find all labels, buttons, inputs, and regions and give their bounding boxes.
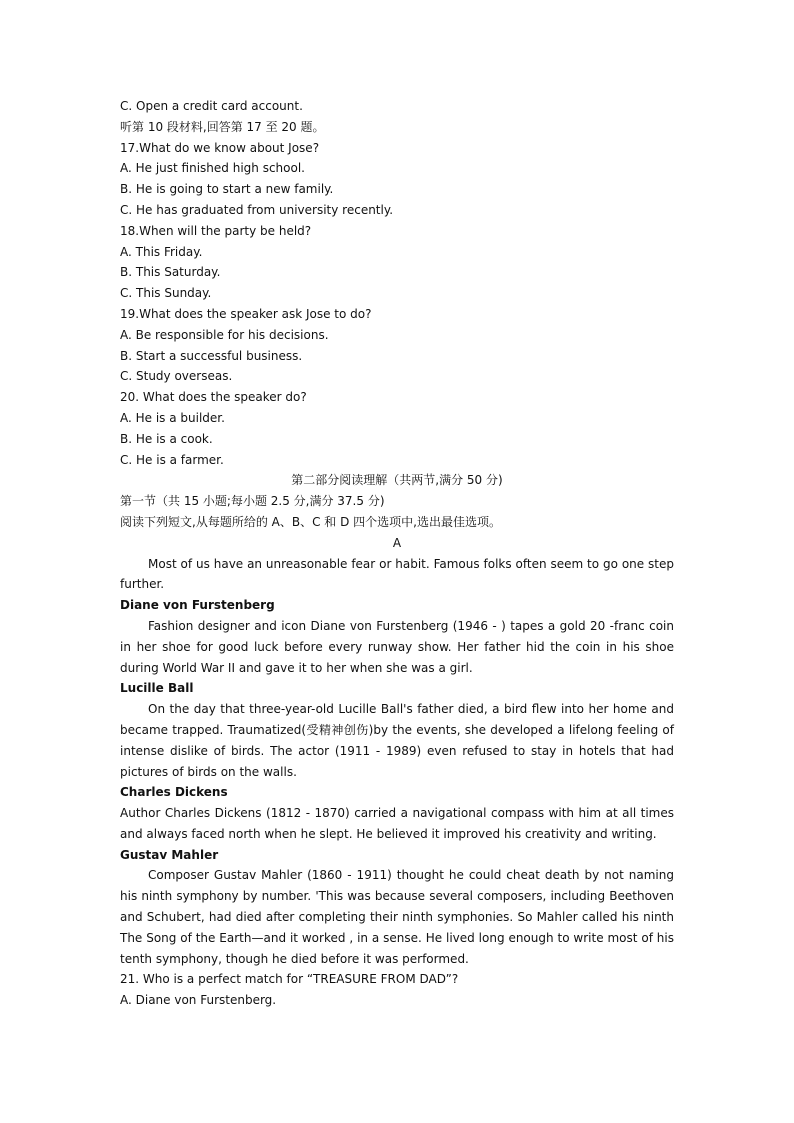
option-19b: B. Start a successful business.: [120, 348, 303, 363]
passage-label: A: [392, 535, 402, 550]
person-text-dickens: Author Charles Dickens (1812 - 1870) carried a navigational compass with him at all times and always faced north when he slept. He believed it improved his creativity and writing.: [120, 806, 674, 841]
question-21: 21. Who is a perfect match for “TREASURE FROM DAD”?: [120, 972, 459, 987]
option-17c: C. He has graduated from university recently.: [120, 202, 394, 217]
person-text-furstenberg: Fashion designer and icon Diane von Furstenberg (1946 - ) tapes a gold 20 -franc coin in her shoe for good luck before every runway show. Her father hid the coin in his shoe during World War II and gave it to her when she was a girl.: [120, 618, 674, 675]
section-title: 第一节（共 15 小题;每小题 2.5 分,满分 37.5 分): [120, 494, 385, 509]
person-heading-ball: Lucille Ball: [120, 681, 194, 696]
option-20a: A. He is a builder.: [120, 410, 225, 425]
question-18: 18.When will the party be held?: [120, 223, 312, 238]
exam-page: [120, 96, 674, 1011]
person-heading-dickens: Charles Dickens: [120, 785, 228, 800]
person-text-ball: On the day that three-year-old Lucille Ball's father died, a bird flew into her home and became trapped. Traumatized(受精神创伤)by the events, she developed a lifelong feeling of intense dislike of birds. The actor (1911 - 1989) even refused to stay in hotels that had pictures of birds on the walls.: [120, 702, 674, 779]
passage-intro: Most of us have an unreasonable fear or habit. Famous folks often seem to go one step further.: [120, 556, 674, 592]
option-20b: B. He is a cook.: [120, 431, 213, 446]
option-19c: C. Study overseas.: [120, 369, 233, 384]
option-16c: C. Open a credit card account.: [120, 99, 303, 113]
person-heading-mahler: Gustav Mahler: [120, 847, 219, 862]
option-17b: B. He is going to start a new family.: [120, 182, 334, 197]
listening-section: [120, 96, 674, 470]
reading-section: [120, 470, 674, 1011]
question-19: 19.What does the speaker ask Jose to do?: [120, 306, 372, 321]
option-18c: C. This Sunday.: [120, 286, 212, 301]
question-20: 20. What does the speaker do?: [120, 390, 307, 405]
reading-instructions: 阅读下列短文,从每题所给的 A、B、C 和 D 四个选项中,选出最佳选项。: [120, 514, 501, 529]
option-19a: A. Be responsible for his decisions.: [120, 327, 329, 342]
option-20c: C. He is a farmer.: [120, 452, 224, 467]
person-heading-furstenberg: Diane von Furstenberg: [120, 598, 275, 613]
option-18b: B. This Saturday.: [120, 265, 221, 280]
question-17: 17.What do we know about Jose?: [120, 140, 320, 155]
option-21a: A. Diane von Furstenberg.: [120, 993, 277, 1008]
option-18a: A. This Friday.: [120, 244, 203, 259]
person-text-mahler: Composer Gustav Mahler (1860 - 1911) thought he could cheat death by not naming his ninth symphony by number. 'This was because several composers, including Beethoven and Schubert, had died after completing their ninth symphonies. So Mahler called his ninth The Song of the Earth—and it worked , in a sense. He lived long enough to write most of his tenth symphony, though he died before it was performed.: [120, 868, 674, 966]
part-title: 第二部分阅读理解（共两节,满分 50 分): [291, 473, 503, 488]
option-17a: A. He just finished high school.: [120, 161, 305, 176]
listening-instruction: 听第 10 段材料,回答第 17 至 20 题。: [120, 119, 325, 134]
